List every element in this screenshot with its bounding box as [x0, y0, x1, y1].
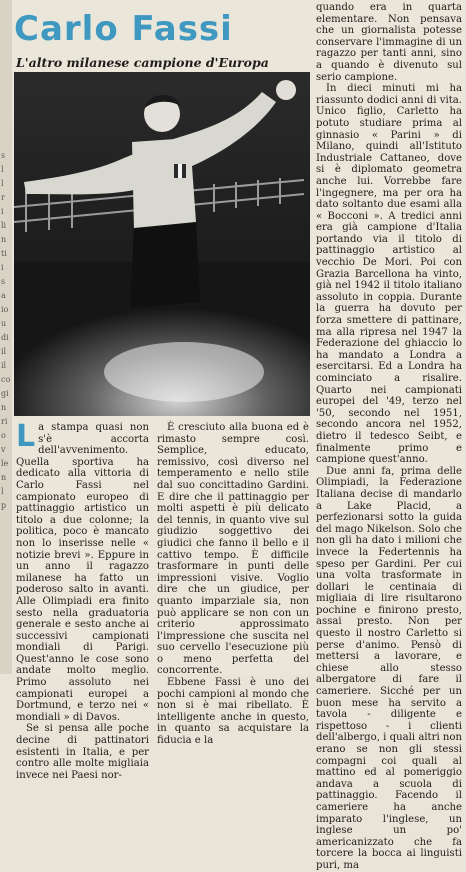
edge-fragment: l — [1, 165, 4, 174]
edge-fragment: gi — [1, 389, 9, 398]
article-title: Carlo Fassi — [14, 9, 233, 49]
edge-fragment: i — [1, 263, 4, 272]
edge-fragment: il — [1, 361, 7, 370]
edge-fragment: di — [1, 333, 9, 342]
edge-fragment: s — [1, 277, 6, 286]
edge-fragment: le — [1, 459, 9, 468]
paragraph: In dieci minuti mi ha riassunto dodici anni di vita. Unico figlio, Carletto ha potuto studiare prima al ginnasio « Parini » di Milano, quindi all'Istituto Industriale Cattaneo, dove si è diplomato geometra anche lui. Vorrebbe fare l'ingegnere, ma per ora ha dato soltanto due esami alla « Bocconi ». A tredici anni era già campione d'Italia portando via il titolo di pattinaggio artistico al vecchio De Mori. Poi con Grazia Barcellona ha vinto, già nel 1942 il titolo italiano assoluto in coppia. Durante la guerra ha dovuto per forza smettere di pattinare, ma alla ripresa nel 1947 la Federazione del ghiaccio lo ha mandato a Londra a esercitarsi. Ed a Londra ha cominciato a risalire. Quarto nei campionati europei del '49, terzo nel '50, secondo nel 1951, secondo ancora nel 1952, dietro il tedesco Seibt, e finalmente primo e campione quest'anno. — [316, 83, 462, 466]
paragraph: quando era in quarta elementare. Non pensava che un giornalista potesse conservare l'immagine di un ragazzo per tanti anni, sino a quando è divenuto sul serio campione. — [316, 2, 462, 83]
edge-fragment: ri — [1, 417, 8, 426]
paragraph: Due anni fa, prima delle Olimpiadi, la Federazione Italiana decise di mandarlo a Lake Placid, a perfezionarsi sotto la guida del mago Nikelson. Solo che non gli ha dato i milioni che invece la Federtennis ha speso per Gardini. Per cui una volta trasformate in dollari le centinaia di migliaia di lire risultarono pochine e finirono presto, assai presto. Non per questo il nostro Carletto si perse d'animo. Pensò di mettersi a lavorare, e chiese allo stesso albergatore di fare il cameriere. Sicché per un buon mese ha servito a tavola - diligente e rispettoso - i clienti dell'albergo, i quali altri non erano se non gli stessi compagni coi quali al mattino ed al pomeriggio andava a scuola di pattinaggio. Facendo il cameriere ha anche imparato l'inglese, un inglese un po' americanizzato che fa torcere la bocca ai linguisti puri, ma — [316, 465, 462, 871]
article-column-3 — [316, 2, 462, 871]
edge-fragment: co — [1, 375, 11, 384]
edge-fragment: o — [1, 431, 6, 440]
skater-photo — [14, 72, 310, 416]
drop-cap: L — [16, 419, 36, 454]
edge-fragment: v — [1, 445, 6, 454]
edge-fragment: s — [1, 151, 6, 160]
edge-fragment: l — [1, 179, 4, 188]
edge-fragment: p — [1, 501, 7, 510]
edge-fragment: u — [1, 319, 7, 328]
edge-fragment: n — [1, 473, 7, 482]
edge-fragment: li — [1, 221, 7, 230]
article-subtitle: L'altro milanese campione d'Europa — [16, 55, 269, 70]
article-column-1 — [16, 419, 149, 781]
edge-fragment: io — [1, 305, 9, 314]
article-column-2 — [157, 422, 309, 747]
skater-figure-illustration — [14, 72, 310, 416]
edge-fragment: l — [1, 487, 4, 496]
edge-fragment: n — [1, 403, 7, 412]
edge-fragment: ti — [1, 249, 7, 258]
paragraph: Se si pensa alle poche decine di pattinatori esistenti in Italia, e per contro alle molte migliaia invece nei Paesi nor- — [16, 723, 149, 781]
paragraph: È cresciuto alla buona ed è rimasto sempre così. Semplice, educato, remissivo, così diverso nel temperamento e nello stile dal suo concittadino Gardini. E dire che il pattinaggio per molti aspetti è più delicato del tennis, in quanto vive sul giudizio soggettivo dei giudici che fanno il bello e il cattivo tempo. È difficile trasformare in punti delle impressioni visive. Voglio dire che un giudice, per quanto imparziale sia, non può applicare se non con un criterio approssimato l'impressione che suscita nel suo cervello l'esecuzione più o meno perfetta del concorrente. — [157, 422, 309, 677]
paragraph — [16, 419, 149, 723]
edge-fragment: i — [1, 207, 4, 216]
edge-fragment: a — [1, 291, 6, 300]
previous-page-edge — [0, 0, 12, 674]
paragraph: Ebbene Fassi è uno dei pochi campioni al mondo che non si è mai ribellato. È intelligente anche in questo, in quanto sa acquistare la fiducia e la — [157, 677, 309, 747]
edge-fragment: n — [1, 235, 7, 244]
paragraph-text: a stampa quasi non s'è accorta dell'avvenimento. Quella sportiva ha dedicato alla vittoria di Carlo Fassi nel campionato europeo di pattinaggio artistico un titolo a due colonne; la politica, poco è mancato non lo inserisse nelle « notizie brevi ». Eppure in un anno il ragazzo milanese ha fatto un poderoso salto in avanti. Alle Olimpiadi era finito sesto nella graduatoria generale e sesto anche ai successivi campionati mondiali di Parigi. Quest'anno le cose sono andate molto meglio. Primo assoluto nei campionati europei a Dortmund, e terzo nei « mondiali » di Davos. — [16, 422, 149, 723]
edge-fragment: r — [1, 193, 5, 202]
edge-fragment: il — [1, 347, 7, 356]
